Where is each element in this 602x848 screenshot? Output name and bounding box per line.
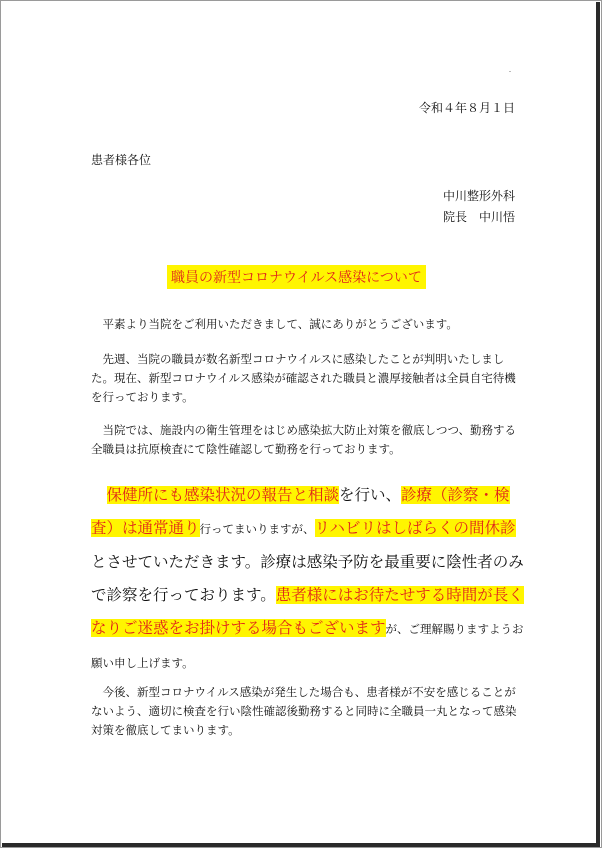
highlight-wait-time: 患者様にはお待たせする時間が長くなりご迷惑をお掛けする場合もございます bbox=[91, 586, 524, 637]
letter-date: 令和４年８月１日 bbox=[418, 101, 515, 115]
text-segment: とさせていただきます。診療は感染予防を最重要に陰性者のみで診察を行っております。 bbox=[91, 553, 524, 604]
text-segment: 行ってまいりますが、 bbox=[199, 522, 315, 536]
highlight-normal-service: 診療（診察・検査）は通常通り bbox=[91, 486, 510, 537]
text-segment: を行い、 bbox=[339, 486, 402, 504]
indent bbox=[91, 486, 107, 504]
notice-title: 職員の新型コロナウイルス感染について bbox=[167, 265, 426, 289]
text-segment: が、ご理解賜りますようお願い申し上げます。 bbox=[91, 622, 524, 670]
clinic-name: 中川整形外科 bbox=[442, 189, 515, 203]
paragraph-prevention: 当院では、施設内の衛生管理をはじめ感染拡大防止対策を徹底しつつ、勤務する全職員は抗原検査にて陰性確認して勤務を行っております。 bbox=[91, 423, 517, 456]
paragraph-future-measures: 今後、新型コロナウイルス感染が発生した場合も、患者様が不安を感じることがないよう、適切に検査を行い陰性確認後勤務すると同時に全職員一丸となって感染対策を徹底してまいります。 bbox=[91, 685, 517, 737]
paragraph-greeting: 平素より当院をご利用いただきまして、誠にありがとうございます。 bbox=[91, 317, 458, 331]
page-shadow-bottom bbox=[2, 843, 600, 847]
scan-speck bbox=[509, 71, 511, 72]
page-shadow-right bbox=[596, 2, 600, 846]
addressee: 患者様各位 bbox=[91, 153, 152, 167]
paragraph-infection-report: 先週、当院の職員が数名新型コロナウイルスに感染したことが判明いたしました。現在、新型コロナウイルス感染が確認された職員と濃厚接触者は全員自宅待機を行っております。 bbox=[91, 352, 516, 404]
director-name: 院長 中川悟 bbox=[442, 210, 515, 224]
highlight-rehab-closed: リハビリはしばらくの間休診 bbox=[314, 519, 516, 537]
highlight-health-center: 保健所にも感染状況の報告と相談 bbox=[106, 486, 340, 504]
paragraph-clinic-status bbox=[91, 479, 531, 680]
